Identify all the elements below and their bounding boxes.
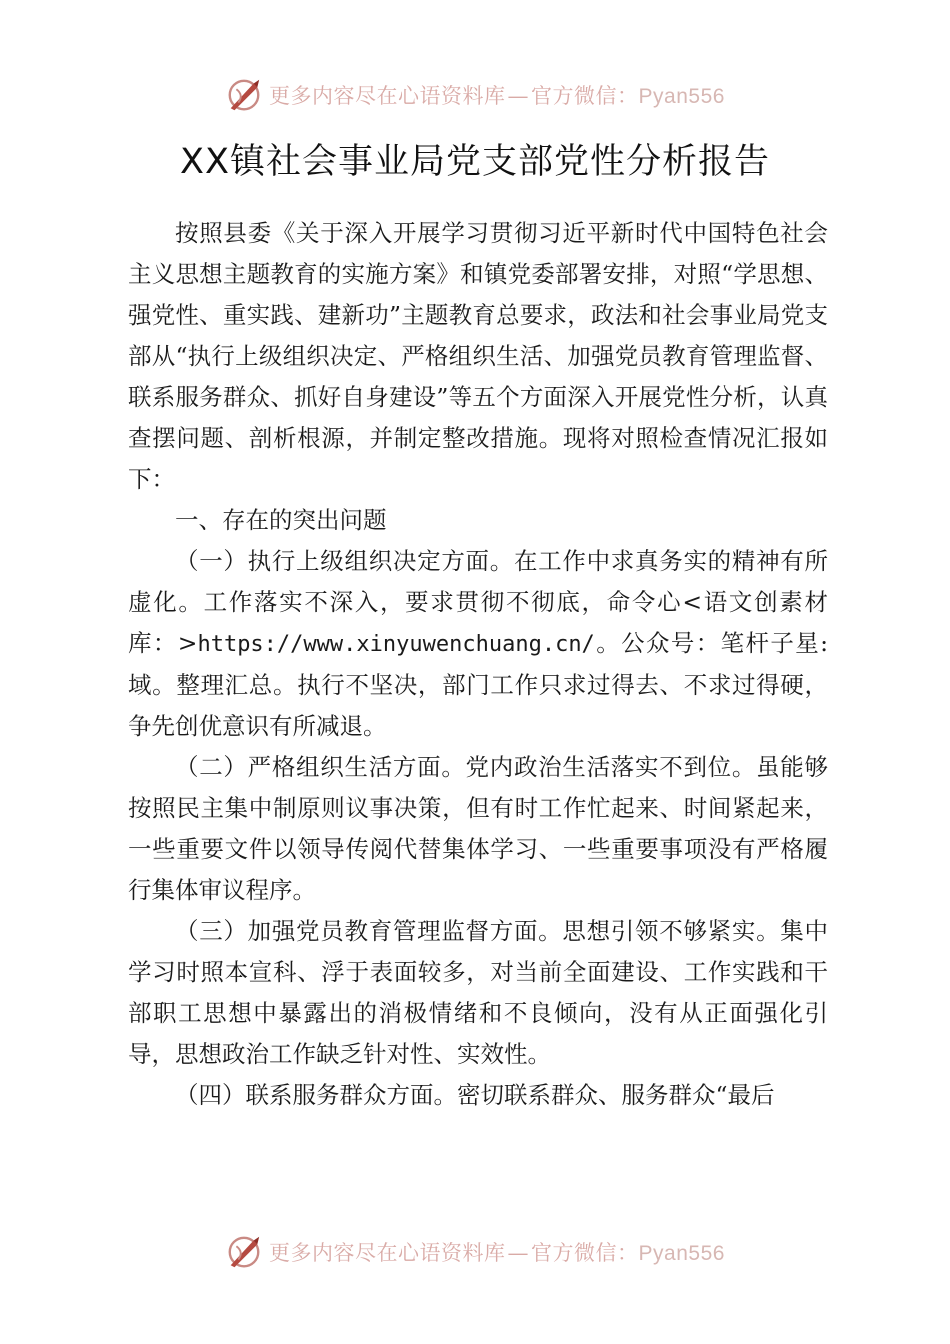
fountain-pen-circle-icon	[225, 76, 263, 114]
document-body	[128, 213, 828, 1116]
paragraph-section-3: （三）加强党员教育管理监督方面。思想引领不够紧实。集中学习时照本宣科、浮于表面较多，对当前全面建设、工作实践和干部职工思想中暴露出的消极情绪和不良倾向，没有从正面强化引导，思想政治工作缺乏针对性、实效性。	[128, 917, 828, 1068]
watermark-text	[269, 80, 725, 110]
watermark-text	[269, 1237, 725, 1267]
paragraph-section-2: （二）严格组织生活方面。党内政治生活落实不到位。虽能够按照民主集中制原则议事决策，但有时工作忙起来、时间紧起来，一些重要文件以领导传阅代替集体学习、一些重要事项没有严格履行集体审议程序。	[128, 753, 828, 904]
watermark-banner-bottom	[0, 1232, 950, 1272]
paragraph-section-4: （四）联系服务群众方面。密切联系群众、服务群众“最后	[175, 1081, 775, 1109]
watermark-separator: —	[507, 1241, 530, 1265]
section-1-lead: （一）执行上级组织决定方面。在工作中求真务实的精神有所虚化。工作落实不深入，要求贯彻不彻底，命令心<语文创素材库：>	[128, 547, 828, 657]
watermark-banner-top	[0, 75, 950, 115]
paragraph-section-1	[128, 541, 828, 747]
watermark-separator: —	[507, 84, 530, 108]
section-1-tail: 。公众号：笔杆子星:域。整理汇总。执行不坚决，部门工作只求过得去、不求过得硬，争先创优意识有所减退。	[128, 629, 828, 740]
watermark-wechat-id: Pyan556	[638, 85, 725, 108]
watermark-wechat-id: Pyan556	[638, 1242, 725, 1265]
section-heading: 一、存在的突出问题	[175, 506, 387, 534]
section-1-url: https://www.xinyuwenchuang.cn/	[197, 632, 595, 657]
watermark-library-text: 更多内容尽在心语资料库	[269, 1241, 506, 1265]
intro-paragraph: 按照县委《关于深入开展学习贯彻习近平新时代中国特色社会主义思想主题教育的实施方案》和镇党委部署安排，对照“学思想、强党性、重实践、建新功”主题教育总要求，政法和社会事业局党支部从“执行上级组织决定、严格组织生活、加强党员教育管理监督、联系服务群众、抓好自身建设”等五个方面深入开展党性分析，认真查摆问题、剖析根源，并制定整改措施。现将对照检查情况汇报如下：	[128, 219, 828, 493]
fountain-pen-circle-icon	[225, 1233, 263, 1271]
watermark-library-text: 更多内容尽在心语资料库	[269, 84, 506, 108]
watermark-wechat-label: 官方微信：	[531, 84, 639, 108]
document-title: XX镇社会事业局党支部党性分析报告	[180, 142, 770, 182]
watermark-wechat-label: 官方微信：	[531, 1241, 639, 1265]
